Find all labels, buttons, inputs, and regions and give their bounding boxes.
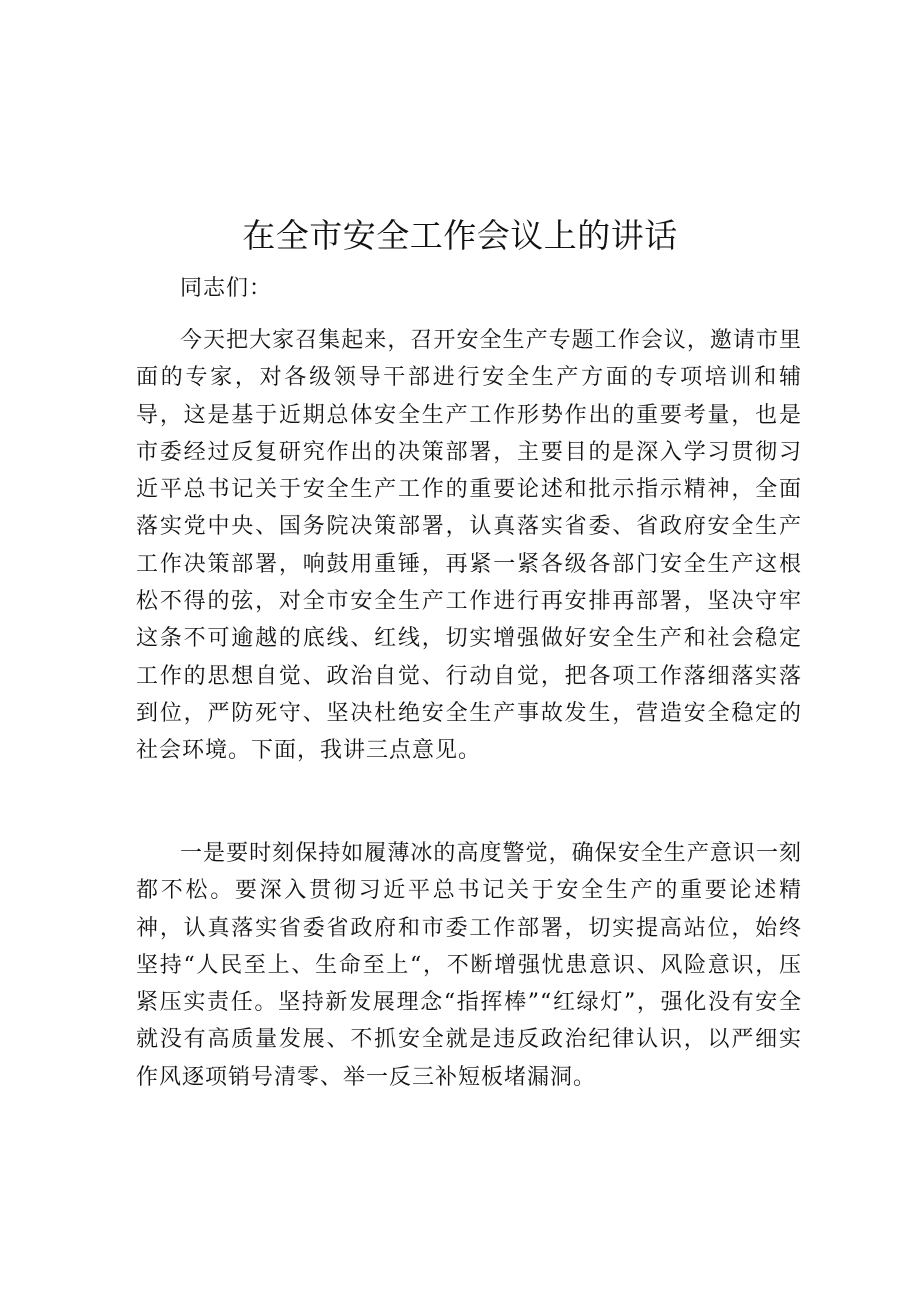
document-title: 在全市安全工作会议上的讲话 [242,216,678,255]
paragraph-1: 今天把大家召集起来，召开安全生产专题工作会议，邀请市里面的专家，对各级领导干部进行安全生产方面的专项培训和辅导，这是基于近期总体安全生产工作形势作出的重要考量，也是市委经过反复研究作出的决策部署，主要目的是深入学习贯彻习近平总书记关于安全生产工作的重要论述和批示指示精神，全面落实党中央、国务院决策部署，认真落实省委、省政府安全生产工作决策部署，响鼓用重锤，再紧一紧各级各部门安全生产这根松不得的弦，对全市安全生产工作进行再安排再部署，坚决守牢这条不可逾越的底线、红线，切实增强做好安全生产和社会稳定工作的思想自觉、政治自觉、行动自觉，把各项工作落细落实落到位，严防死守、坚决杜绝安全生产事故发生，营造安全稳定的社会环境。下面，我讲三点意见。 [136,328,802,764]
salutation: 同志们： [180,276,273,301]
paragraph-2: 一是要时刻保持如履薄冰的高度警觉，确保安全生产意识一刻都不松。要深入贯彻习近平总书记关于安全生产的重要论述精神，认真落实省委省政府和市委工作部署，切实提高站位，始终坚持“人民至上、生命至上“，不断增强忧患意识、风险意识，压紧压实责任。坚持新发展理念“指挥棒”“红绿灯”，强化没有安全就没有高质量发展、不抓安全就是违反政治纪律认识，以严细实作风逐项销号清零、举一反三补短板堵漏洞。 [136,841,802,1090]
